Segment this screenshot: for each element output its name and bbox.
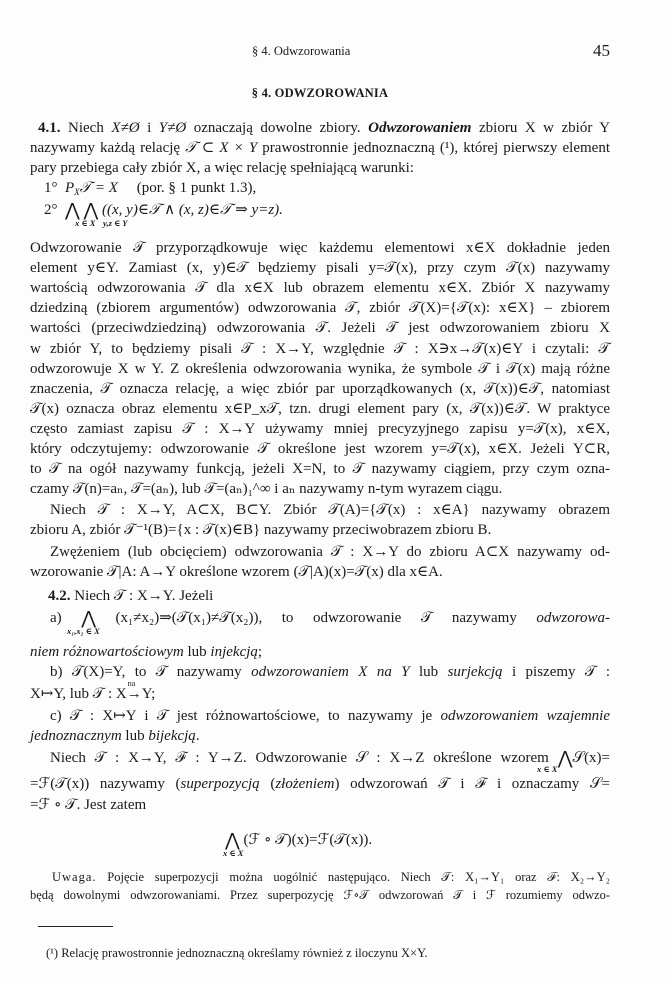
- remark-line-2: będą dowolnymi odwzorowaniami. Przez superpozycję ℱ∘𝒯 odwzorowań 𝒯 i ℱ rozumiemy odwzo-: [30, 888, 610, 902]
- term: bijekcją: [148, 728, 196, 744]
- remark-line-1: [52, 868, 610, 886]
- math: P: [65, 180, 75, 196]
- body-line: odwzorowuje X w Y. Z określenia odwzorowania wynika, że symbole 𝒯 i 𝒯(x) mają różne: [30, 361, 610, 377]
- item-c: [50, 706, 610, 726]
- math: X↦Y, lub 𝒯 : X: [30, 686, 127, 702]
- arrow-label: na: [127, 679, 136, 688]
- text: ;: [257, 644, 263, 660]
- body-line: Niech 𝒯 : X→Y, A⊂X, B⊂Y. Zbiór 𝒯(A)={𝒯(x) : x∈A} nazywamy obrazem: [50, 502, 610, 518]
- footnote-text: Relację prawostronnie jednoznaczną określamy również z iloczynu X×Y.: [61, 946, 428, 960]
- body-line: 𝒯(x) oznacza obraz elementu x∈P_x𝒯, tzn. drugi element pary (x, 𝒯(x))∈𝒯. W praktyce: [30, 401, 610, 417]
- condition-2: [44, 198, 624, 220]
- big-and-operator: ⋀: [557, 748, 573, 768]
- big-and-operator: ⋀: [65, 200, 80, 220]
- text: Niech: [68, 120, 104, 136]
- subscript: x ∈ X: [537, 764, 558, 774]
- section-title: § 4. ODWZOROWANIA: [251, 86, 389, 100]
- text: c) 𝒯 : X↦Y i 𝒯 jest różnowartościowe, to nazywamy je: [50, 708, 433, 724]
- condition-label: 2°: [44, 202, 58, 218]
- body-line: znaczenia, 𝒯 oznacza relację, a więc zbiór par uporządkowanych (x, 𝒯(x))∈𝒯, natomiast: [30, 381, 610, 397]
- math: 𝒯 = X: [79, 180, 118, 196]
- text: (por. § 1 punkt 1.3),: [136, 180, 257, 196]
- math: Y;: [141, 686, 156, 702]
- math: (ℱ ∘ 𝒯)(x)=ℱ(𝒯(x)).: [243, 832, 373, 848]
- body-line: dziedziną (zbiorem argumentów) odwzorowania 𝒯, zbiór 𝒯(X)={𝒯(x): x∈X} – zbiorem: [30, 300, 610, 316]
- subscript: x ∈ X: [75, 218, 96, 228]
- paragraph-number: 4.2.: [48, 588, 71, 604]
- condition-label: 1°: [44, 180, 58, 196]
- paragraph-4-1-line-2: [30, 138, 610, 158]
- text: odwzorowań 𝒯 i ℱ i oznaczamy 𝒮=: [350, 776, 610, 792]
- subscript: x₁,x₂ ∈ X: [67, 626, 100, 636]
- text: oznaczają dowolne zbiory.: [193, 120, 361, 136]
- paragraph-number: 4.1.: [38, 120, 61, 136]
- composition-line-2: =ℱ(𝒯(x)) nazywamy (superpozycją (złożeniem) odwzorowań 𝒯 i ℱ i oznaczamy 𝒮=: [30, 776, 610, 792]
- term: jednoznacznym: [30, 728, 122, 744]
- paragraph-4-1-line-1: [38, 118, 610, 138]
- text: Niech 𝒯 : X→Y, ℱ : Y→Z. Odwzorowanie 𝒮 : X→Z określone wzorem: [50, 750, 549, 766]
- math: Y≠Ø: [158, 120, 187, 136]
- running-head-title: § 4. Odwzorowania: [252, 44, 351, 58]
- text: lub: [125, 728, 145, 744]
- item-a-cont: [30, 642, 610, 662]
- remark-label: Uwaga.: [52, 870, 97, 884]
- item-label: a): [50, 610, 62, 626]
- text: lub: [187, 644, 207, 660]
- math: 𝒯 ⊂ X × Y: [185, 140, 258, 156]
- text: i: [147, 120, 152, 136]
- body-line: wartością odwzorowania 𝒯 dla x∈X lub obrazem elementu x∈X. Zbiór X nazywamy: [30, 280, 610, 296]
- composition-line-1: [50, 746, 610, 768]
- text: (x₁≠x₂)⇒(𝒯(x₁)≠𝒯(x₂)), to odwzorowanie 𝒯 nazywamy: [115, 610, 517, 626]
- math: X: [74, 187, 80, 197]
- text: (: [175, 776, 181, 792]
- body-line: czamy 𝒯(n)=aₙ, 𝒯=(aₙ), lub 𝒯=(aₙ)₁^∞ i aₙ nazywamy n-tym wyrazem ciągu.: [30, 481, 503, 497]
- math: X≠Ø: [111, 120, 140, 136]
- display-formula: [225, 828, 525, 850]
- big-and-operator: ⋀: [83, 200, 99, 220]
- text: i piszemy 𝒯 :: [511, 664, 610, 680]
- body-line: zbioru A, zbiór 𝒯⁻¹(B)={x : 𝒯(x)∈B} nazywamy przeciwobrazem zbioru B.: [30, 522, 492, 538]
- term: złożeniem: [275, 776, 335, 792]
- math: ((x, y)∈𝒯 ∧ (x, z)∈𝒯 ⇒ y=z).: [102, 202, 283, 218]
- subscript: x ∈ X: [223, 848, 244, 858]
- body-line: Zwężeniem (lub obcięciem) odwzorowania 𝒯 : X→Y do zbioru A⊂X nazywamy od-: [50, 544, 610, 560]
- text: b) 𝒯(X)=Y, to 𝒯 nazywamy: [50, 664, 242, 680]
- term: Odwzorowaniem: [368, 120, 472, 136]
- text: Niech 𝒯 : X→Y. Jeżeli: [74, 588, 214, 604]
- item-a: [50, 606, 610, 628]
- item-c-cont: [30, 726, 610, 746]
- footnote: [46, 944, 626, 962]
- page-number: 45: [593, 41, 610, 60]
- item-b-cont: [30, 679, 610, 704]
- body-line: to 𝒯 na ogół nazywamy funkcją, jeżeli X=N, to 𝒯 nazywamy ciągiem, przy czym ozna-: [30, 461, 610, 477]
- paragraph-4-1-line-3: pary przebiega cały zbiór X, a więc relację spełniającą warunki:: [30, 160, 414, 176]
- text: nazywamy każdą relację: [30, 140, 181, 156]
- body-line: wartości (przeciwdziedziną) odwzorowania 𝒯. Jeżeli 𝒯 jest odwzorowaniem zbioru X: [30, 320, 610, 336]
- paragraph-4-2-line-1: [48, 586, 628, 606]
- term: odwzorowaniem wzajemnie: [440, 708, 610, 724]
- body-line: w zbiór Y, to będziemy pisali 𝒯 : X→Y, względnie 𝒯 : X∋x→𝒯(x)∈Y i czytali: 𝒯: [30, 341, 610, 357]
- text: lub: [419, 664, 439, 680]
- footnote-rule: [38, 926, 113, 927]
- body-line: który odczytujemy: odwzorowanie 𝒯 określone jest wzorem y=𝒯(x), x∈X. Jeżeli Y⊂R,: [30, 441, 610, 457]
- text: .: [195, 728, 200, 744]
- term: odwzorowaniem X na Y: [251, 664, 410, 680]
- math: 𝒮(x)=: [572, 750, 611, 766]
- body-line: element y∈Y. Zamiast (x, y)∈𝒯 będziemy pisali y=𝒯(x), przy czym 𝒯(x) nazywamy: [30, 260, 610, 276]
- term: surjekcją: [447, 664, 503, 680]
- composition-line-3: =ℱ ∘ 𝒯. Jest zatem: [30, 797, 147, 813]
- text: zbioru X w zbiór Y: [479, 120, 611, 136]
- subscript: y,z ∈ Y: [103, 218, 128, 228]
- body-line: często zamiast zapisu 𝒯 : X→Y używamy mniej precyzyjnego zapisu y=𝒯(x), x∈X,: [30, 421, 610, 437]
- term: niem różnowartościowym: [30, 644, 184, 660]
- body-line: wzorowanie 𝒯|A: A→Y określone wzorem (𝒯|A)(x)=𝒯(x) dla x∈A.: [30, 564, 443, 580]
- text: Pojęcie superpozycji można uogólnić następująco. Niech 𝒯: X₁→Y₁ oraz ℱ: X₂→Y₂: [107, 870, 611, 884]
- term: injekcją: [210, 644, 258, 660]
- body-line: Odwzorowanie 𝒯 przyporządkowuje więc każdemu elementowi x∈X dokładnie jeden: [30, 240, 610, 256]
- term: odwzorowa-: [536, 610, 611, 626]
- text: prawostronnie jednoznaczną (¹), której pierwszy element: [262, 140, 610, 156]
- term: superpozycją: [180, 776, 260, 792]
- footnote-mark: (¹): [46, 946, 59, 960]
- arrow: →: [126, 686, 142, 702]
- text: =ℱ(𝒯(x)) nazywamy: [30, 776, 165, 792]
- big-and-operator: ⋀: [81, 608, 96, 628]
- big-and-operator: ⋀: [225, 830, 240, 850]
